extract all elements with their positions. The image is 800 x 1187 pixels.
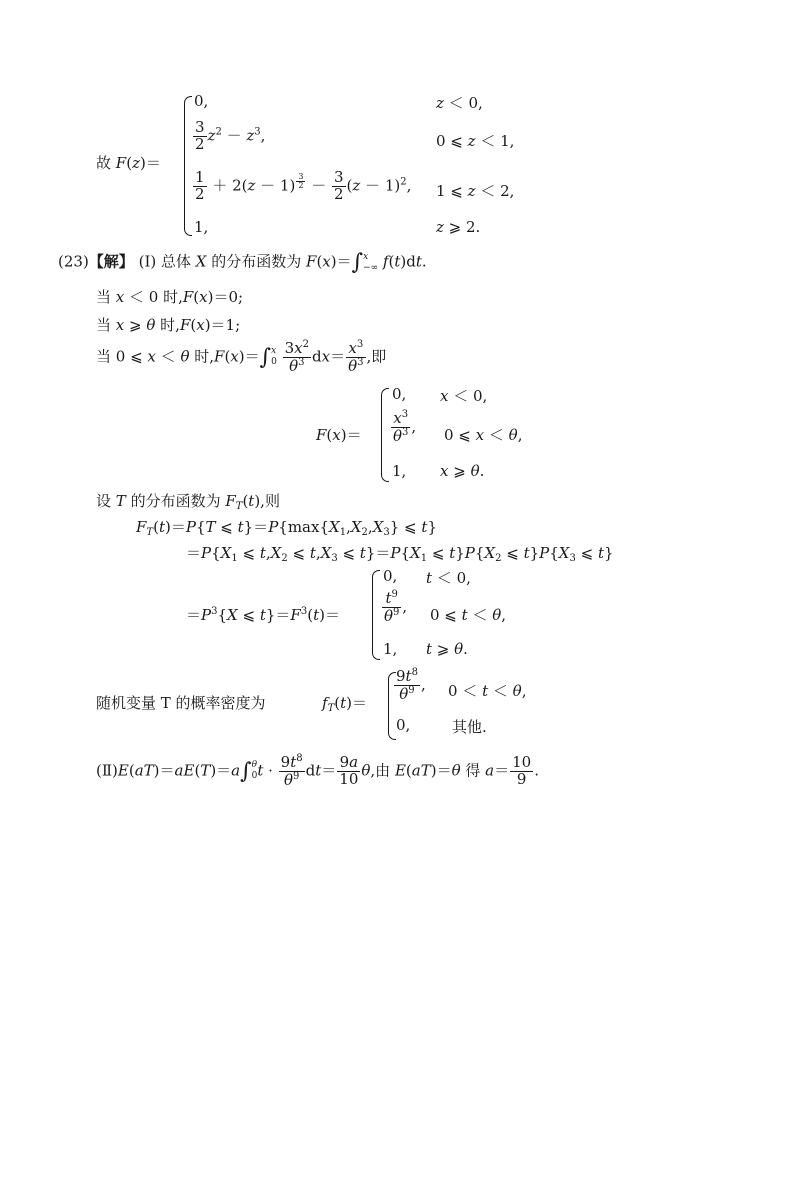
q23-line-a: 当 x ＜ 0 时,F(x)＝0; <box>96 288 244 306</box>
fx-lead: F(x)＝ <box>316 426 362 444</box>
fz-case4-cond: z ⩾ 2. <box>436 218 481 236</box>
eq2-line: $=P\{X_1$ ⩽ $t,X_2$ ⩽ $t,X_3$ ⩽ $t\}=P\{X_1$ ⩽ $t\}P\{X_2$ ⩽ $t\}P\{X_3$ ⩽ t} <box>186 544 614 564</box>
q23-intro-line: (23)【解】 (Ⅰ) 总体 X 的分布函数为 F(x)＝∫ x −∞ f(t)dt. <box>58 250 427 275</box>
q23-part1: (Ⅰ) <box>138 252 157 271</box>
eq3-lead: $=P^3\{X$ ⩽ $t\}=F^3(t)=$ <box>186 606 340 624</box>
ft-brace <box>372 570 380 660</box>
fz-case3-cond: 1 ⩽ z ＜ 2, <box>436 182 515 200</box>
ft-case3-cond: t ⩾ θ. <box>426 640 468 658</box>
q23-label: (23) <box>58 252 89 271</box>
fz-lead: 故 F(z)＝ <box>96 154 161 172</box>
fx-case2-cond: 0 ⩽ x ＜ θ, <box>444 426 523 444</box>
density-case2-cond: 其他. <box>452 718 487 736</box>
q23-jie: 【解】 <box>88 252 134 271</box>
fx-case2-expr: $\frac{x^3}{\theta^3}$ , <box>393 409 417 445</box>
eq1-line: $F_T(t)=P\{T$ ⩽ $t\}=P\{\max\{X_1,X_2,X_3\}$ ⩽ t} <box>136 518 437 538</box>
ft-case3-expr: 1, <box>383 640 398 658</box>
density-lead: $f_T(t)=$ <box>322 694 367 714</box>
ft-case1-expr: 0, <box>383 567 398 585</box>
fx-brace <box>381 388 389 482</box>
q23-line-c: 当 0 ⩽ x ＜ θ 时,F(x)＝∫ x 0 $\frac{3x^2}{\theta^3}$ dx＝ $\frac{x^3}{\theta^3}$ ,即 <box>96 339 387 375</box>
fz-case1-expr: 0, <box>194 92 209 110</box>
set-T-line: 设 T 的分布函数为 $F_T(t)$,则 <box>96 492 280 512</box>
fz-case2-expr: $\frac{3}{2}$ $z^2 - z^3$, <box>195 118 266 153</box>
fz-brace <box>184 96 192 236</box>
ft-case1-cond: t ＜ 0, <box>426 569 471 587</box>
part2-line: (Ⅱ)E(aT)＝aE(T)＝a∫ θ 0 t · $\frac{9t^8}{\theta^9}$ dt＝ $\frac{9a}{10}$ θ,由 E(aT)＝θ 得 a＝ $\frac{10}{9}$ . <box>96 753 539 789</box>
q23-line-b: 当 x ⩾ θ 时,F(x)＝1; <box>96 316 241 334</box>
ft-case2-expr: $\frac{t^9}{\theta^9}$ , <box>384 589 408 625</box>
fx-case1-cond: x ＜ 0, <box>440 387 488 405</box>
fz-case3-expr: $\frac{1}{2}$ ＋ 2(z － 1) $^{\frac{3}{2}}$ － $\frac{3}{2}$ $(z - 1)^2$, <box>195 168 412 203</box>
fx-case3-cond: x ⩾ θ. <box>440 462 485 480</box>
fz-case4-expr: 1, <box>194 218 209 236</box>
density-case1-cond: 0 ＜ t ＜ θ, <box>448 682 527 700</box>
fx-case1-expr: 0, <box>392 385 407 403</box>
density-case1-expr: $\frac{9t^8}{\theta^9}$ , <box>396 667 426 703</box>
fz-case2-cond: 0 ⩽ z ＜ 1, <box>436 132 515 150</box>
fz-case1-cond: z ＜ 0, <box>436 94 483 112</box>
ft-case2-cond: 0 ⩽ t ＜ θ, <box>430 606 507 624</box>
density-label: 随机变量 T 的概率密度为 <box>96 694 266 712</box>
density-case2-expr: 0, <box>396 716 411 734</box>
fx-case3-expr: 1, <box>392 462 407 480</box>
